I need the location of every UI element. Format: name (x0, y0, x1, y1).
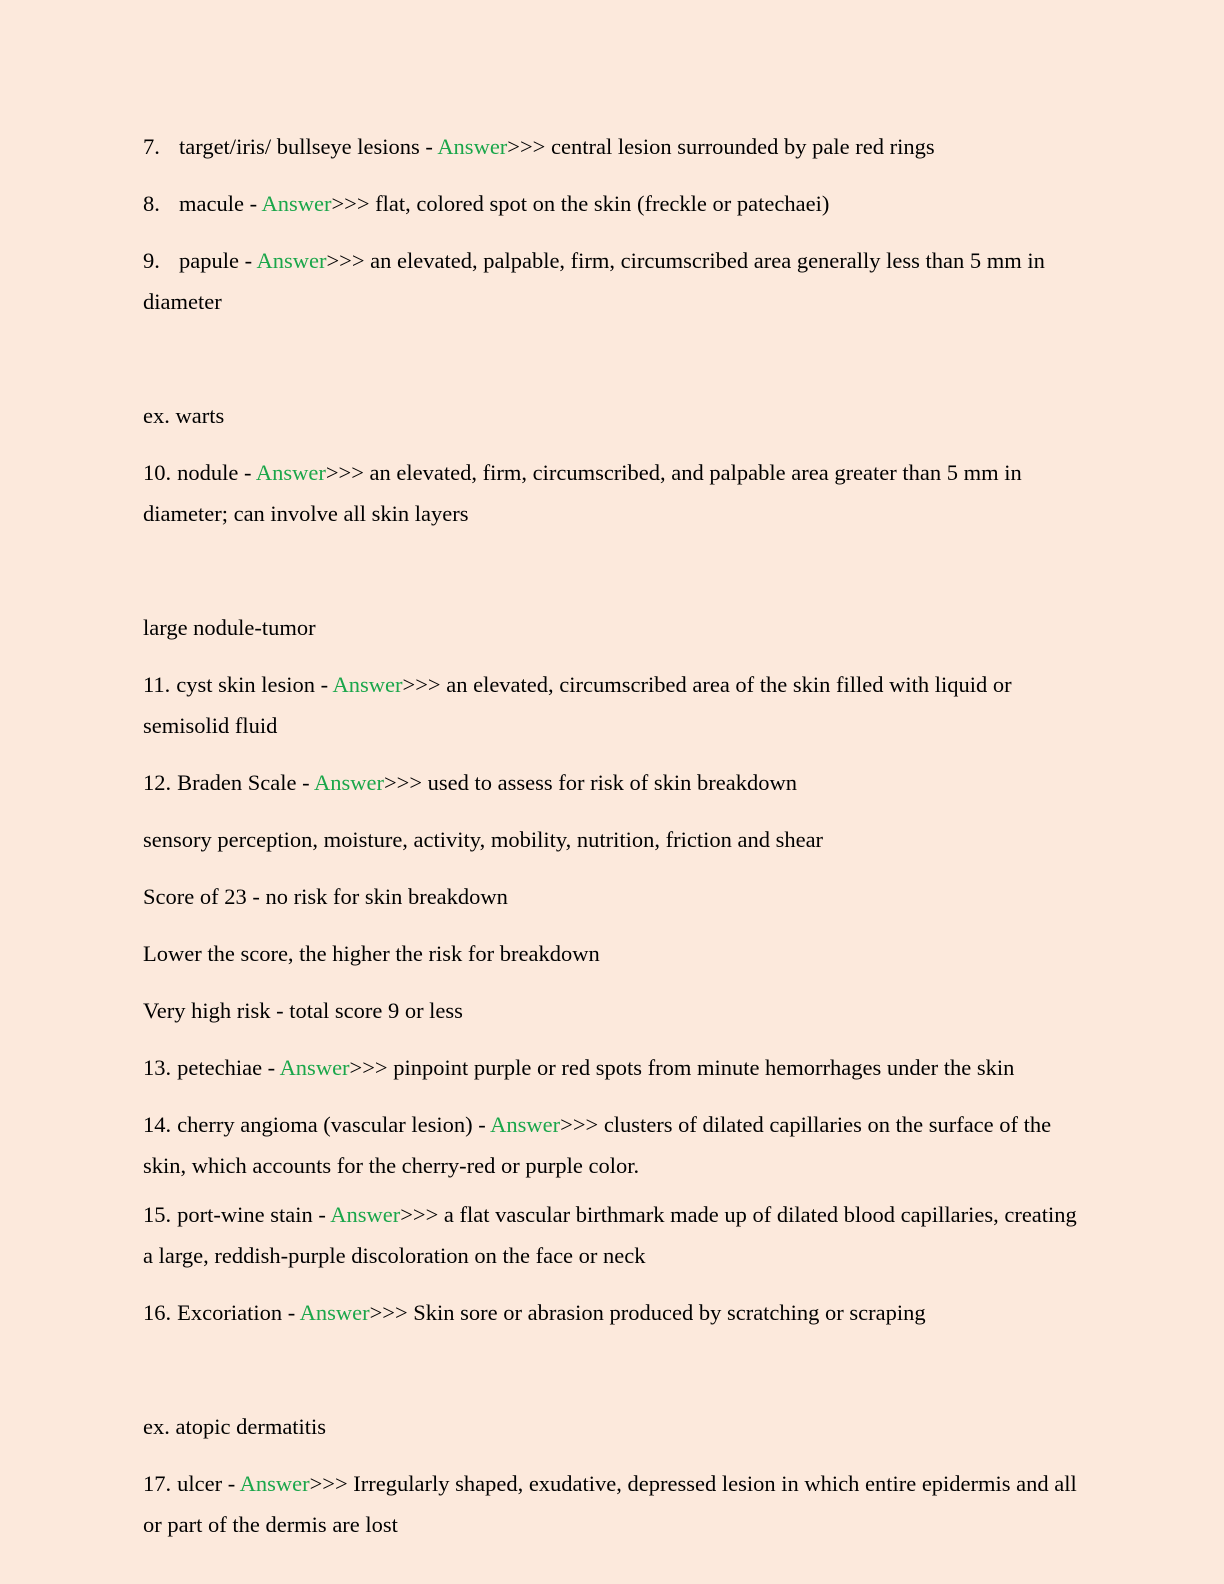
answer-label: Answer (239, 1471, 310, 1496)
entry-term: macule - (179, 191, 262, 216)
entry-term: papule - (179, 248, 257, 273)
note-score-23: Score of 23 - no risk for skin breakdown (143, 884, 508, 909)
entry-12 (143, 762, 1083, 803)
answer-label: Answer (437, 134, 508, 159)
document-page (143, 126, 1083, 1561)
answer-label: Answer (332, 672, 403, 697)
entry-number: 17. (143, 1471, 172, 1496)
answer-label: Answer (255, 460, 326, 485)
entry-term: port-wine stain - (177, 1202, 331, 1227)
entry-number: 8. (143, 191, 160, 216)
entry-number: 12. (143, 770, 172, 795)
answer-label: Answer (490, 1112, 561, 1137)
entry-term: Excoriation - (177, 1300, 300, 1325)
entry-11 (143, 664, 1083, 746)
entry-definition: >>> Irregularly shaped, exudative, depressed lesion in which entire epidermis and all or part of the dermis are lost (143, 1471, 1077, 1537)
entry-term: petechiae - (177, 1055, 280, 1080)
answer-label: Answer (330, 1202, 401, 1227)
entry-14 (143, 1104, 1083, 1186)
entry-definition: >>> used to assess for risk of skin breakdown (383, 770, 797, 795)
note-braden-factors: sensory perception, moisture, activity, mobility, nutrition, friction and shear (143, 827, 824, 852)
note-nodule-tumor: large nodule-tumor (143, 615, 316, 640)
entry-definition: >>> an elevated, palpable, firm, circumscribed area generally less than 5 mm in diameter (143, 248, 1045, 314)
entry-13 (143, 1047, 1083, 1088)
entry-number: 10. (143, 460, 172, 485)
note-very-high-risk: Very high risk - total score 9 or less (143, 998, 463, 1023)
entry-term: cyst skin lesion - (176, 672, 333, 697)
entry-7 (143, 126, 1083, 167)
entry-definition: >>> flat, colored spot on the skin (freckle or patechaei) (331, 191, 830, 216)
entry-term: ulcer - (177, 1471, 240, 1496)
answer-label: Answer (299, 1300, 370, 1325)
entry-number: 15. (143, 1202, 172, 1227)
entry-17 (143, 1463, 1083, 1545)
answer-label: Answer (279, 1055, 350, 1080)
note-atopic-dermatitis: ex. atopic dermatitis (143, 1414, 327, 1439)
entry-number: 7. (143, 134, 160, 159)
entry-definition: >>> an elevated, firm, circumscribed, and palpable area greater than 5 mm in diameter; can involve all skin layers (143, 460, 1022, 526)
entry-definition: >>> an elevated, circumscribed area of the skin filled with liquid or semisolid fluid (143, 672, 1012, 738)
entry-number: 16. (143, 1300, 172, 1325)
entry-definition: >>> pinpoint purple or red spots from minute hemorrhages under the skin (349, 1055, 1015, 1080)
entry-term: Braden Scale - (177, 770, 314, 795)
entry-term: nodule - (177, 460, 256, 485)
entry-number: 13. (143, 1055, 172, 1080)
note-lower-score: Lower the score, the higher the risk for breakdown (143, 941, 600, 966)
entry-15 (143, 1194, 1083, 1276)
entry-term: cherry angioma (vascular lesion) - (177, 1112, 491, 1137)
entry-number: 14. (143, 1112, 172, 1137)
answer-label: Answer (261, 191, 332, 216)
entry-8 (143, 183, 1083, 224)
answer-label: Answer (313, 770, 384, 795)
entry-definition: >>> clusters of dilated capillaries on the surface of the skin, which accounts for the cherry-red or purple color. (143, 1112, 1052, 1178)
entry-10 (143, 452, 1083, 534)
entry-definition: >>> central lesion surrounded by pale red rings (507, 134, 935, 159)
entry-16 (143, 1292, 1083, 1333)
entry-definition: >>> a flat vascular birthmark made up of dilated blood capillaries, creating a large, reddish-purple discoloration on the face or neck (143, 1202, 1077, 1268)
entry-9 (143, 240, 1083, 322)
entry-number: 9. (143, 248, 160, 273)
note-warts: ex. warts (143, 403, 225, 428)
entry-number: 11. (143, 672, 171, 697)
answer-label: Answer (256, 248, 327, 273)
entry-term: target/iris/ bullseye lesions - (179, 134, 438, 159)
entry-definition: >>> Skin sore or abrasion produced by scratching or scraping (369, 1300, 926, 1325)
